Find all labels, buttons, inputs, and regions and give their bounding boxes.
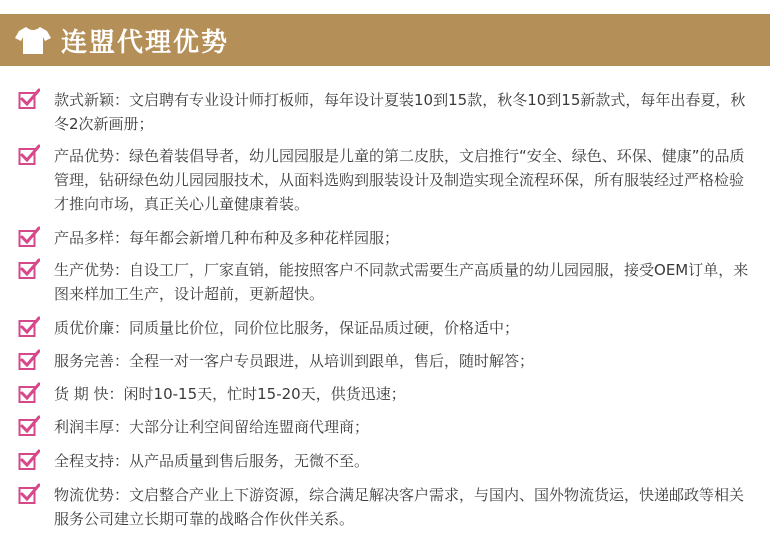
checkbox-checked-icon xyxy=(18,226,40,248)
checkbox-checked-icon xyxy=(18,88,40,110)
item-label: 全程支持 xyxy=(54,452,115,470)
item-label: 产品多样 xyxy=(54,229,115,247)
item-description: ：大部分让利空间留给连盟商代理商； xyxy=(114,418,370,436)
list-item xyxy=(18,483,758,531)
item-description: ：文启聘有专业设计师打板师，每年设计夏装10到15款，秋冬10到15新款式，每年出春夏，秋冬2次新画册； xyxy=(54,91,746,133)
tshirt-icon xyxy=(15,25,51,55)
list-item xyxy=(18,415,758,439)
list-item xyxy=(18,349,758,373)
item-description: ：自设工厂，厂家直销，能按照客户不同款式需要生产高质量的幼儿园园服，接受OEM订单，来图来样加工生产，设计超前，更新超快。 xyxy=(54,261,749,303)
checkbox-checked-icon xyxy=(18,258,40,280)
item-description: ：每年都会新增几种布种及多种花样园服； xyxy=(114,229,400,247)
item-label: 货 期 快 xyxy=(54,385,109,403)
item-label: 物流优势 xyxy=(54,486,115,504)
page-title: 连盟代理优势 xyxy=(61,27,230,58)
section-header xyxy=(0,14,770,66)
list-item xyxy=(18,258,758,306)
item-description: ：文启整合产业上下游资源，综合满足解决客户需求，与国内、国外物流货运，快递邮政等相关服务公司建立长期可靠的战略合作伙伴关系。 xyxy=(54,486,745,528)
item-label: 服务完善 xyxy=(54,352,115,370)
list-item xyxy=(18,316,758,340)
checkbox-checked-icon xyxy=(18,316,40,338)
item-description: ：从产品质量到售后服务，无微不至。 xyxy=(114,452,370,470)
checkbox-checked-icon xyxy=(18,349,40,371)
checkbox-checked-icon xyxy=(18,449,40,471)
item-description: ：绿色着装倡导者，幼儿园园服是儿童的第二皮肤，文启推行“安全、绿色、环保、健康”的品质管理，钻研绿色幼儿园园服技术，从面料选购到服装设计及制造实现全流程环保，所有服装经过严格检验才推向市场，真正关心儿童健康着装。 xyxy=(54,147,745,213)
checkbox-checked-icon xyxy=(18,415,40,437)
list-item xyxy=(18,449,758,473)
item-label: 质优价廉 xyxy=(54,319,115,337)
item-label: 生产优势 xyxy=(54,261,115,279)
checkbox-checked-icon xyxy=(18,382,40,404)
item-description: ：闲时10-15天，忙时15-20天，供货迅速； xyxy=(108,385,406,403)
item-label: 产品优势 xyxy=(54,147,115,165)
item-description: ：全程一对一客户专员跟进，从培训到跟单，售后，随时解答； xyxy=(114,352,535,370)
list-item xyxy=(18,88,758,136)
list-item xyxy=(18,226,758,250)
item-description: ：同质量比价位，同价位比服务，保证品质过硬，价格适中； xyxy=(114,319,520,337)
checkbox-checked-icon xyxy=(18,144,40,166)
list-item xyxy=(18,144,758,216)
item-label: 利润丰厚 xyxy=(54,418,115,436)
checkbox-checked-icon xyxy=(18,483,40,505)
list-item xyxy=(18,382,758,406)
item-label: 款式新颖 xyxy=(54,91,115,109)
